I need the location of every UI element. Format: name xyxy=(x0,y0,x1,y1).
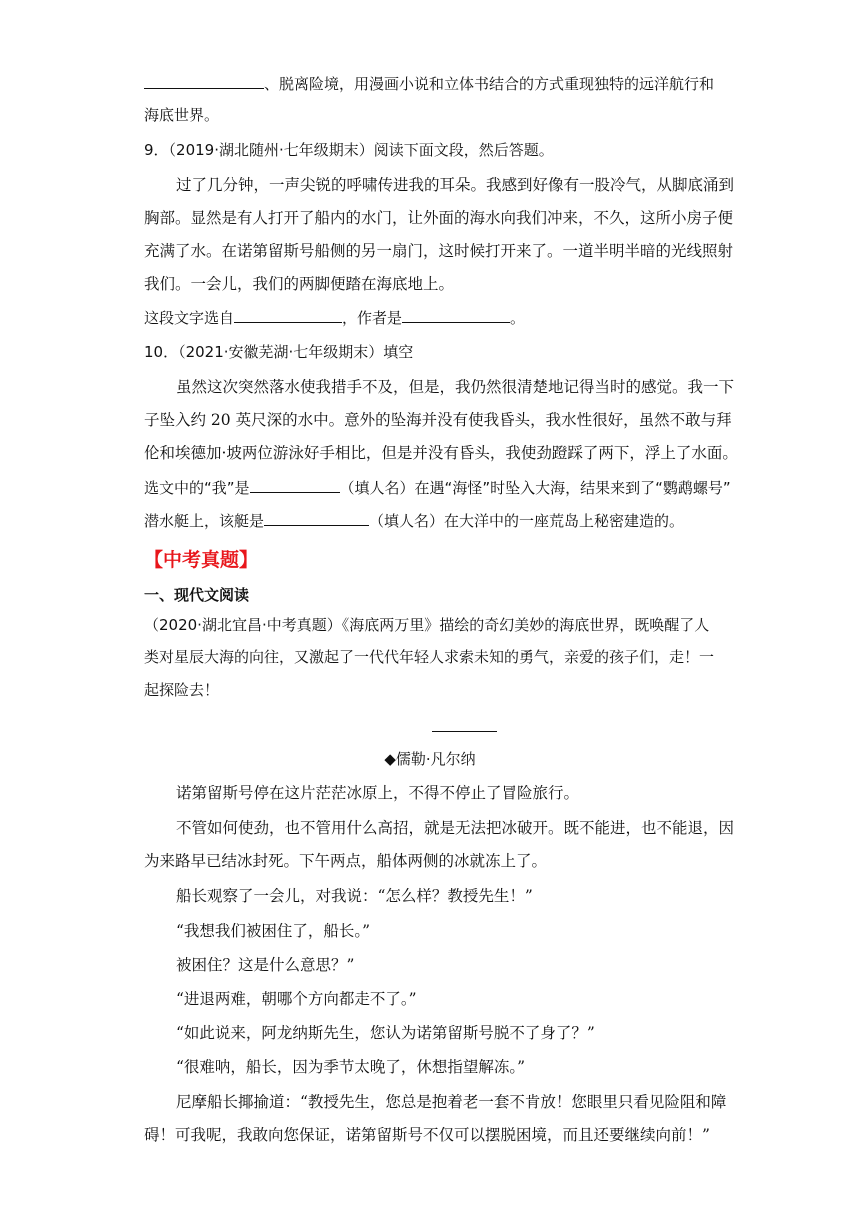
intro-line: 起探险去！ xyxy=(144,681,220,699)
answer-blank[interactable] xyxy=(234,306,342,323)
section-subtitle: 一、现代文阅读 xyxy=(144,586,250,604)
q8-line-1: 、脱离险境，用漫画小说和立体书结合的方式重现独特的远洋航行和 xyxy=(144,72,714,94)
passage-line: “进退两难，朝哪个方向都走不了。” xyxy=(176,990,417,1008)
passage-line: 不管如何使劲，也不管用什么高招，就是无法把冰破开。既不能进，也不能退，因 xyxy=(176,819,735,837)
passage-line: 为来路早已结冰封死。下午两点，船体两侧的冰就冻上了。 xyxy=(144,852,548,870)
intro-line: 类对星辰大海的向往，又激起了一代代年轻人求索未知的勇气，亲爱的孩子们，走！一 xyxy=(144,648,715,666)
passage-line: 诺第留斯号停在这片茫茫冰原上，不得不停止了冒险旅行。 xyxy=(176,784,580,802)
q9-question: 这段文字选自 ，作者是 。 xyxy=(144,306,525,328)
q10-question-line-1: 选文中的“我”是 （填人名）在遇“海怪”时坠入大海，结果来到了“鹦鹉螺号” xyxy=(144,476,731,498)
passage-line: 碍！可我呢，我敢向您保证，诺第留斯号不仅可以摆脱困境，而且还要继续向前！” xyxy=(144,1126,710,1144)
intro-line: （2020·湖北宜昌·中考真题）《海底两万里》描绘的奇幻美妙的海底世界，既唤醒了人 xyxy=(144,616,710,634)
passage-line: 尼摩船长揶揄道：“教授先生，您总是抱着老一套不肯放！您眼里只看见险阻和障 xyxy=(176,1093,727,1111)
passage-author: ◆儒勒·凡尔纳 xyxy=(384,750,476,768)
q10-passage-line: 虽然这次突然落水使我措手不及，但是，我仍然很清楚地记得当时的感觉。我一下 xyxy=(176,378,735,396)
section-title: 【中考真题】 xyxy=(144,549,259,571)
q10-question-line-2: 潜水艇上，该艇是 （填人名）在大洋中的一座荒岛上秘密建造的。 xyxy=(144,509,684,531)
passage-line: “很难呐，船长，因为季节太晚了，休想指望解冻。” xyxy=(176,1058,526,1076)
q9-passage-line: 我们。一会儿，我们的两脚便踏在海底地上。 xyxy=(144,275,455,293)
passage-title-blank[interactable] xyxy=(432,731,497,732)
answer-blank[interactable] xyxy=(144,72,264,89)
question-9-header: 9．（2019·湖北随州·七年级期末）阅读下面文段，然后答题。 xyxy=(144,141,554,159)
passage-line: “我想我们被困住了，船长。” xyxy=(176,922,371,940)
answer-blank[interactable] xyxy=(264,509,369,526)
q10-passage-line: 子坠入约 20 英尺深的水中。意外的坠海并没有使我昏头，我水性很好，虽然不敢与拜 xyxy=(144,411,732,429)
passage-line: “如此说来，阿龙纳斯先生，您认为诺第留斯号脱不了身了？” xyxy=(176,1024,595,1042)
q9-passage-line: 充满了水。在诺第留斯号船侧的另一扇门，这时候打开来了。一道半明半暗的光线照射 xyxy=(144,242,734,260)
answer-blank[interactable] xyxy=(250,476,340,493)
passage-line: 船长观察了一会儿，对我说：“怎么样？教授先生！” xyxy=(176,887,533,905)
question-10-header: 10．（2021·安徽芜湖·七年级期末）填空 xyxy=(144,343,414,361)
q8-line-2: 海底世界。 xyxy=(144,106,220,124)
q9-passage-line: 过了几分钟，一声尖锐的呼啸传进我的耳朵。我感到好像有一股冷气，从脚底涌到 xyxy=(176,176,735,194)
answer-blank[interactable] xyxy=(402,306,510,323)
q9-passage-line: 胸部。显然是有人打开了船内的水门，让外面的海水向我们冲来，不久，这所小房子便 xyxy=(144,209,734,227)
q10-passage-line: 伦和埃德加·坡两位游泳好手相比，但是并没有昏头，我使劲蹬踩了两下，浮上了水面。 xyxy=(144,444,738,462)
passage-line: 被困住？这是什么意思？” xyxy=(176,956,355,974)
